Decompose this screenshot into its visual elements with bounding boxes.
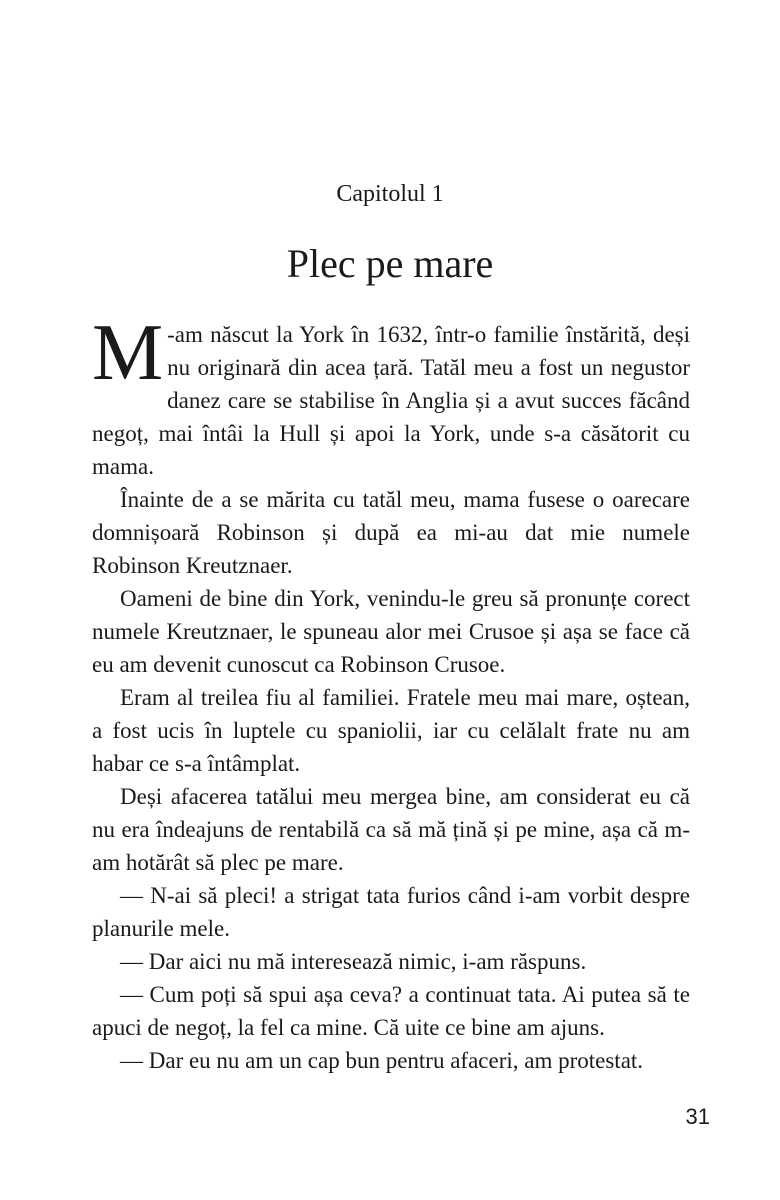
paragraph-1-text: -am născut la York în 1632, într-o familie înstărită, deși nu originară din acea țară. Tatăl meu a fost un negustor danez care se stabilise în Anglia și a avut succes făcând negoț, mai întâi la Hull și apoi la York, unde s-a căsătorit cu mama. xyxy=(92,322,690,479)
dialogue-line-2: — Dar aici nu mă interesează nimic, i-am răspuns. xyxy=(120,949,587,974)
chapter-label: Capitolul 1 xyxy=(336,181,444,207)
paragraph-5: Deși afacerea tatălui meu mergea bine, am considerat eu că nu era îndeajuns de rentabilă ca să mă țină și pe mine, așa că m-am hotărât să plec pe mare. xyxy=(92,784,690,875)
paragraph-3: Oameni de bine din York, venindu-le greu să pronunțe corect numele Kreutznaer, le spuneau alor mei Crusoe și așa se face că eu am devenit cunoscut ca Robinson Crusoe. xyxy=(92,586,690,677)
dialogue-line-4: — Dar eu nu am un cap bun pentru afaceri, am protestat. xyxy=(120,1048,644,1073)
page-number: 31 xyxy=(685,1104,710,1129)
paragraph-4: Eram al treilea fiu al familiei. Fratele meu mai mare, oștean, a fost ucis în luptele cu spaniolii, iar cu celălalt frate nu am habar ce s-a întâmplat. xyxy=(92,685,690,776)
paragraph-1 xyxy=(92,309,690,483)
chapter-title: Plec pe mare xyxy=(286,241,494,286)
chapter-body xyxy=(92,309,690,1077)
dialogue-line-1: — N-ai să pleci! a strigat tata furios când i-am vorbit despre planurile mele. xyxy=(92,883,690,941)
paragraph-2: Înainte de a se mărita cu tatăl meu, mama fusese o oarecare domnișoară Robinson și după ea mi-au dat mie numele Robinson Kreutznaer. xyxy=(92,487,690,578)
dialogue-line-3: — Cum poți să spui așa ceva? a continuat tata. Ai putea să te apuci de negoț, la fel ca mine. Că uite ce bine am ajuns. xyxy=(92,982,690,1040)
drop-cap-letter: M xyxy=(92,309,164,397)
